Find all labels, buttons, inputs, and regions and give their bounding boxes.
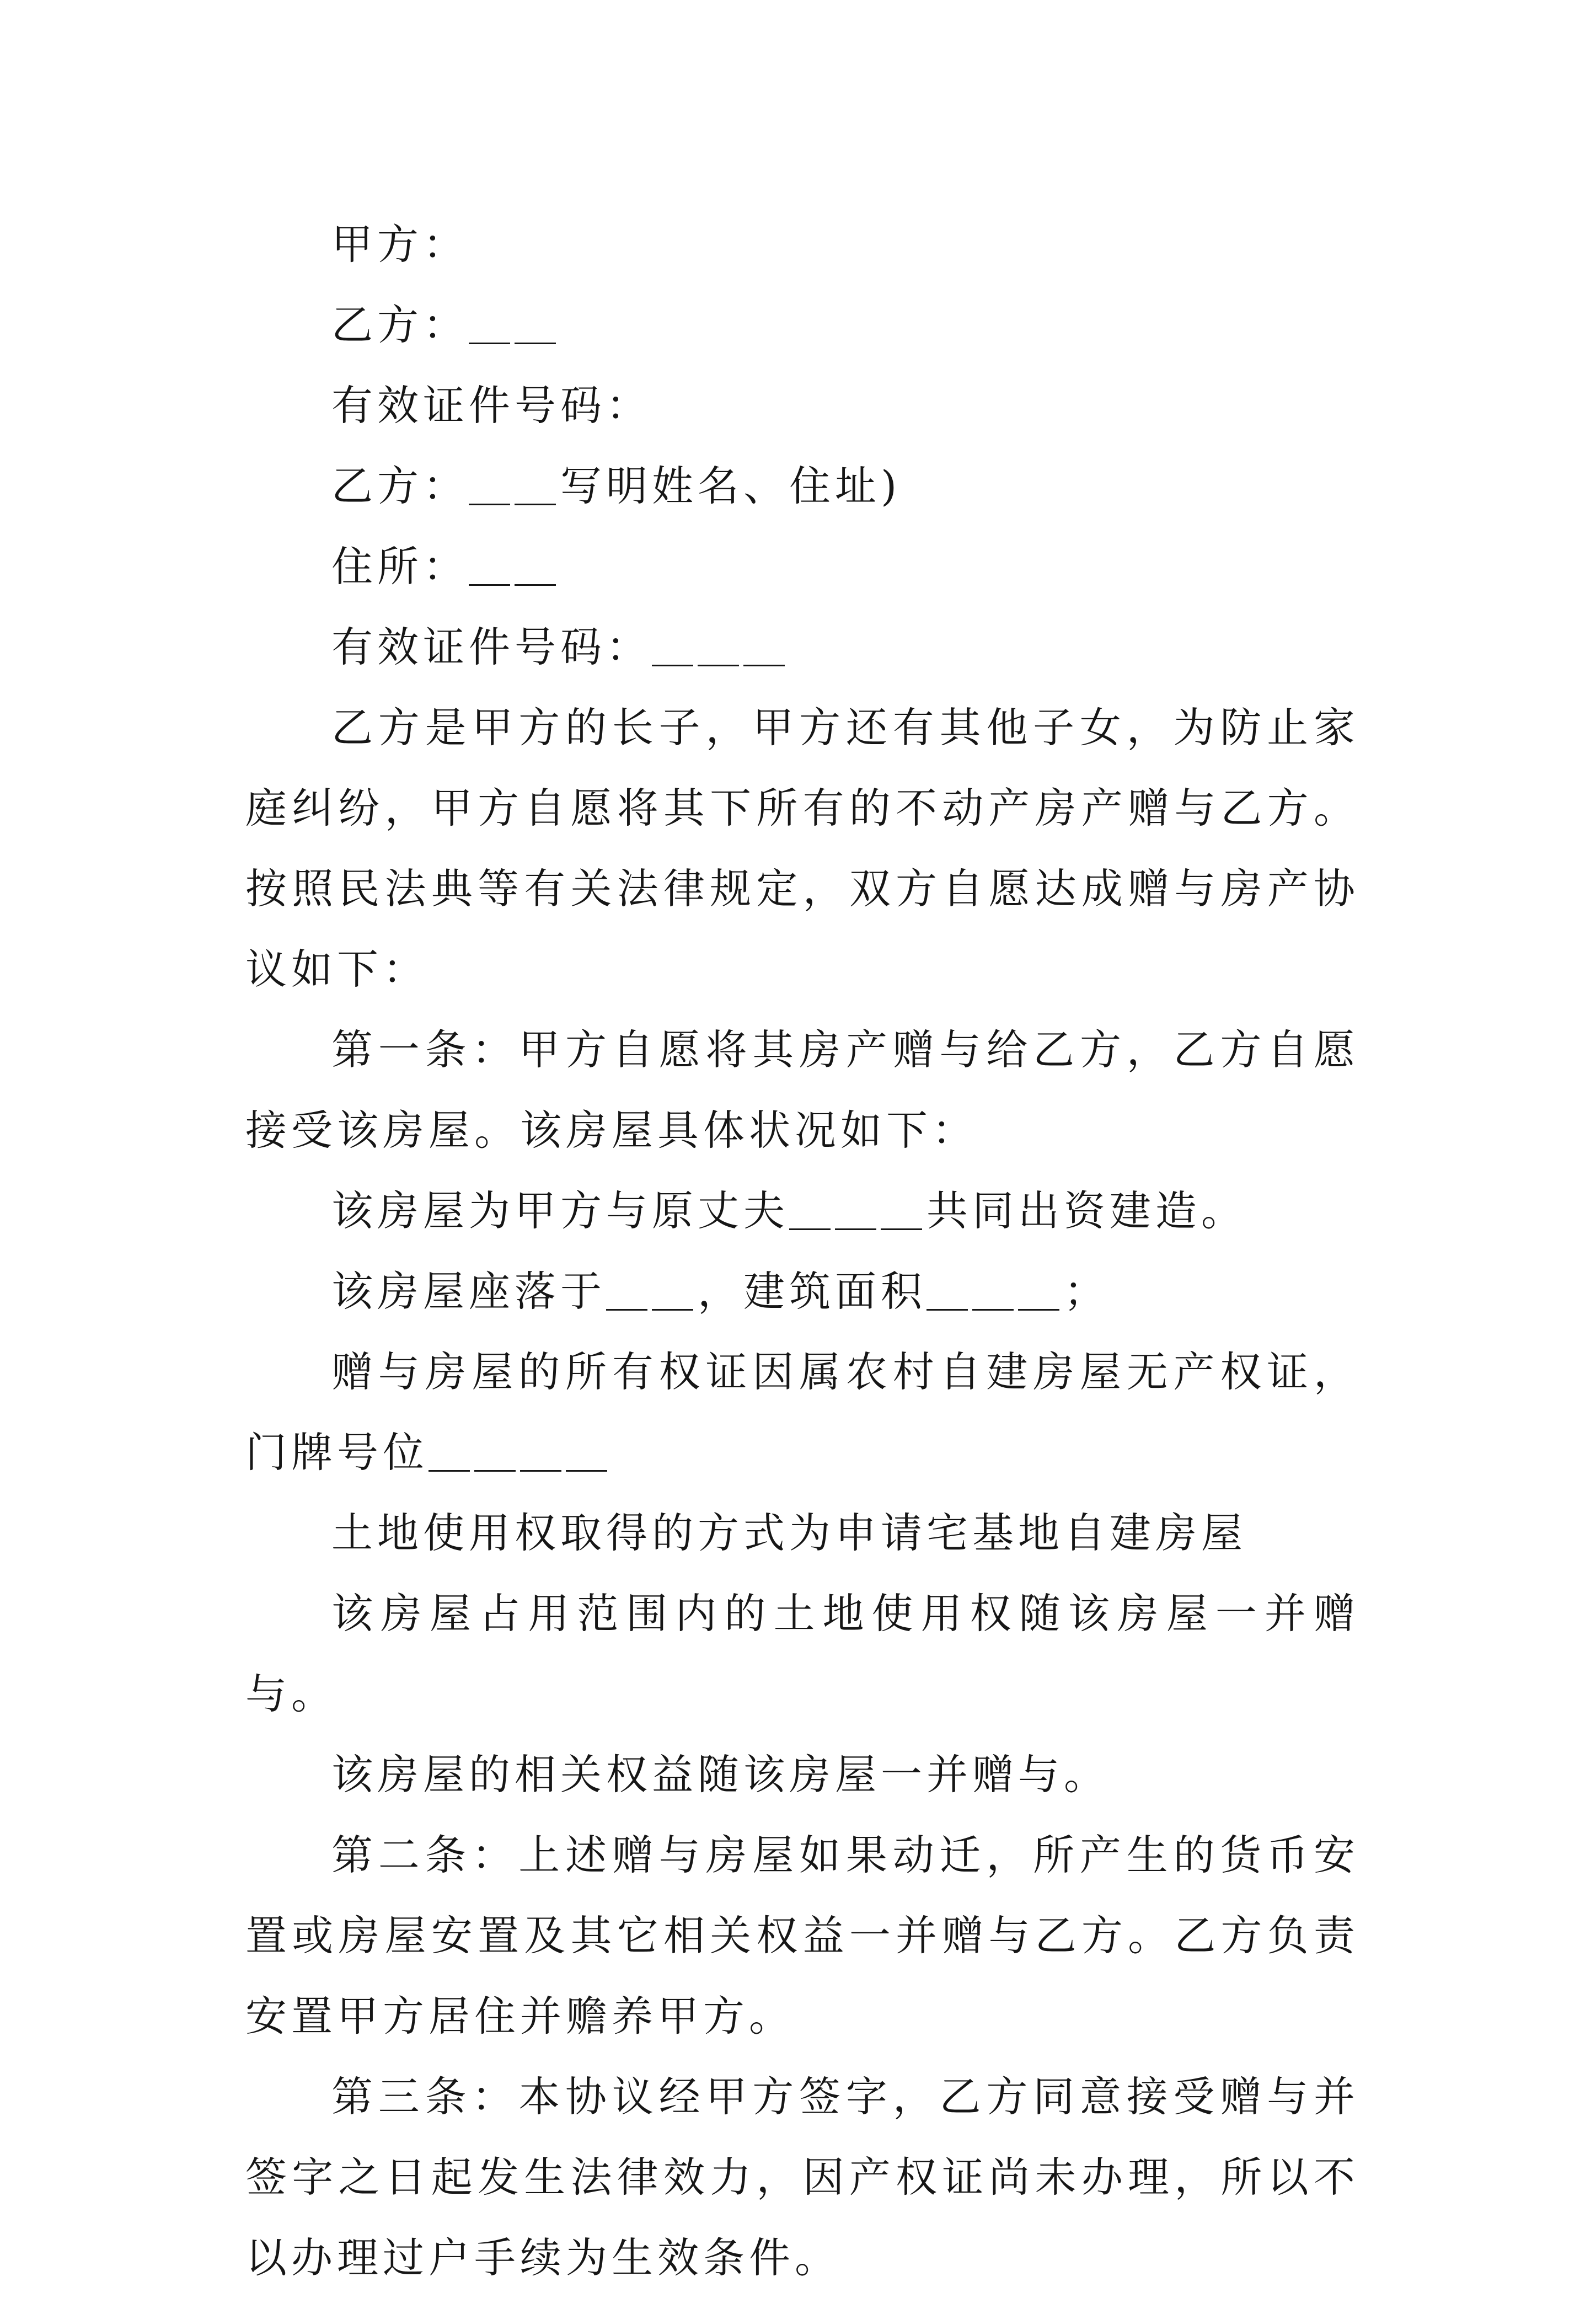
ownership-certificate-paragraph: 赠与房屋的所有权证因属农村自建房屋无产权证，门牌号位＿＿＿＿ [245,1348,1359,1477]
house-location-line: 该房屋座落于＿＿，建筑面积＿＿＿； [331,1267,1110,1316]
land-use-method-line: 土地使用权取得的方式为申请宅基地自建房屋 [331,1509,1247,1557]
article-1-paragraph: 第一条：甲方自愿将其房产赠与给乙方，乙方自愿接受该房屋。该房屋具体状况如下： [245,1025,1359,1155]
party-b-name-address-line: 乙方：＿＿写明姓名、住址) [331,462,902,510]
id-number-line: 有效证件号码： [331,381,652,430]
residence-line: 住所：＿＿ [331,542,561,591]
id-number-line-2: 有效证件号码：＿＿＿ [331,623,790,671]
article-2-paragraph: 第二条：上述赠与房屋如果动迁，所产生的货币安置或房屋安置及其它相关权益一并赠与乙方。乙方负责安置甲方居住并赡养甲方。 [245,1831,1359,2040]
agreement-body [245,204,1359,2298]
house-builder-line: 该房屋为甲方与原丈夫＿＿＿共同出资建造。 [331,1187,1247,1235]
article-3-paragraph: 第三条：本协议经甲方签字，乙方同意接受赠与并签字之日起发生法律效力，因产权证尚未办理，所以不以办理过户手续为生效条件。 [245,2072,1359,2282]
related-rights-line: 该房屋的相关权益随该房屋一并赠与。 [331,1750,1110,1799]
party-b-line: 乙方：＿＿ [331,301,561,349]
land-use-gift-line: 该房屋占用范围内的土地使用权随该房屋一并赠与。 [245,1589,1359,1718]
preamble-paragraph: 乙方是甲方的长子，甲方还有其他子女，为防止家庭纠纷，甲方自愿将其下所有的不动产房产赠与乙方。按照民法典等有关法律规定，双方自愿达成赠与房产协议如下： [245,703,1359,993]
party-a-line: 甲方： [331,220,469,269]
